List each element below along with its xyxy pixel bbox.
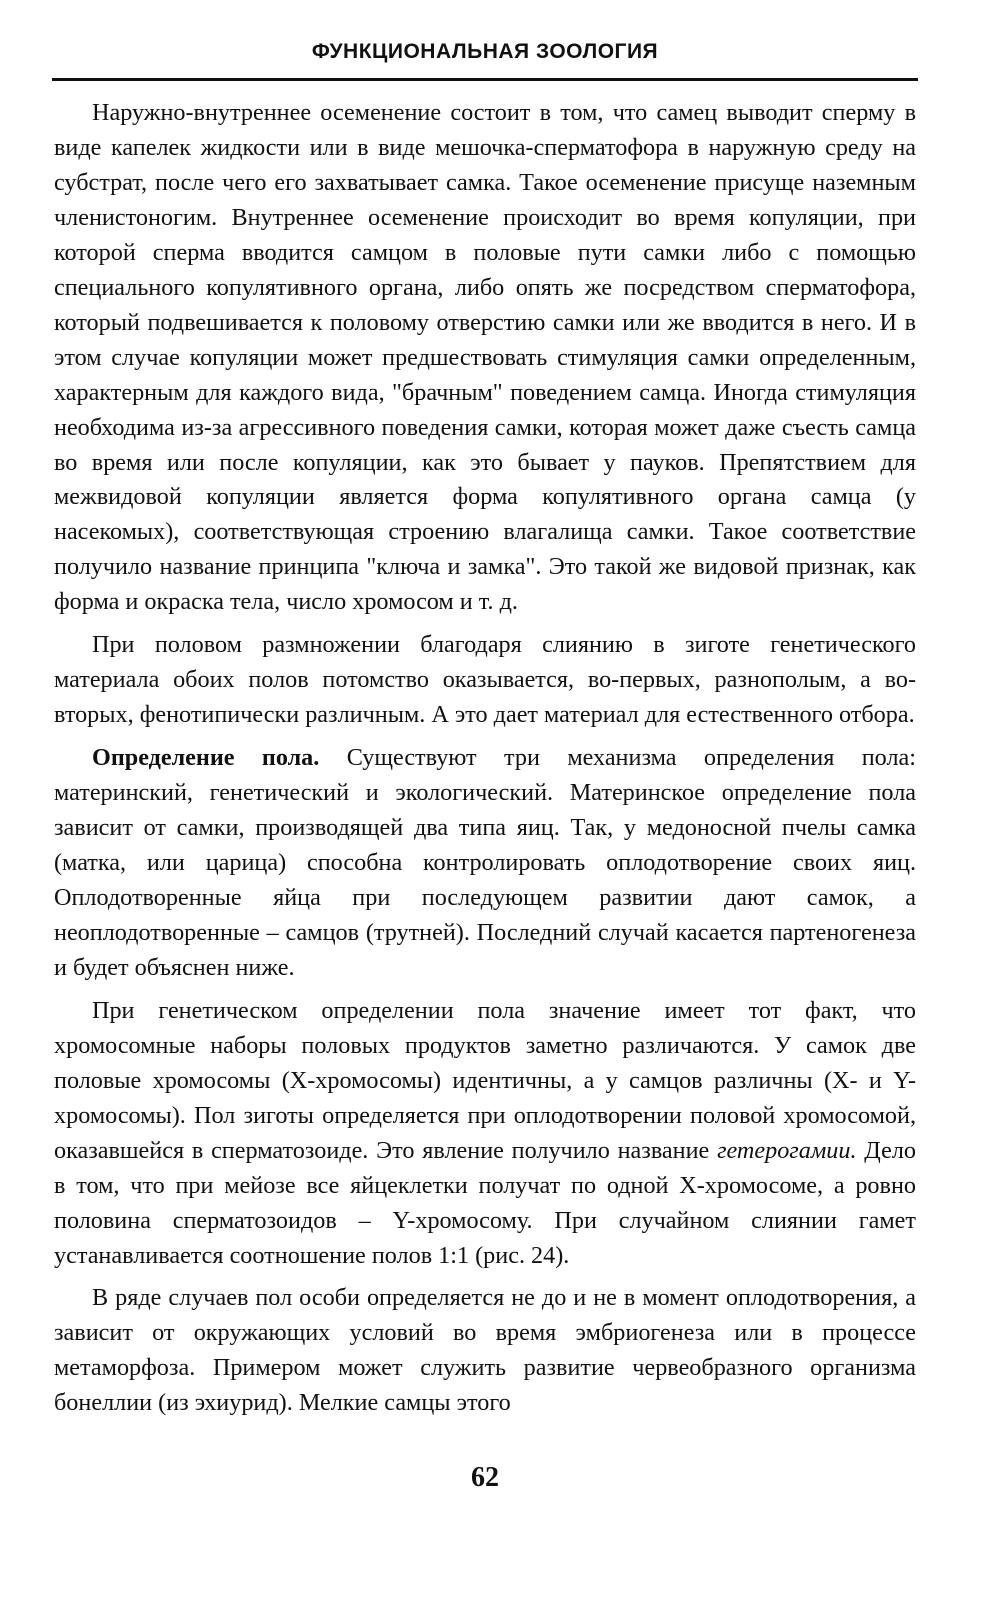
text-run: При генетическом определении пола значение имеет тот факт, что хромосомные наборы половых продуктов заметно различаются. У самок две половые хромосомы (Х-хромосомы) идентичны, а у самцов различны (Х- и Y-хромосомы). Пол зиготы определяется при оплодотворении половой хромосомой, оказавшейся в сперматозоиде. Это явление получило название — [54, 996, 916, 1164]
term-italic: гетерогамии. — [717, 1136, 857, 1164]
body-text — [54, 96, 916, 1421]
text-run: При половом размножении благодаря слиянию в зиготе генетического материала обоих полов потомство оказывается, во-первых, разнополым, а во-вторых, фенотипически различным. А это дает материал для естественного отбора. — [54, 631, 916, 729]
paragraph-sexual-reproduction — [54, 628, 916, 733]
header-rule — [52, 78, 918, 81]
text-run: Существуют три механизма определения пола: материнский, генетический и экологический. Материнское определение пола зависит от самки, производящей два типа яиц. Так, у медоносной пчелы самка (матка, или царица) способна контролировать оплодотворение своих яиц. Оплодотворенные яйца при последующем развитии дают самок, а неоплодотворенные – самцов (трутней). Последний случай касается партеногенеза и будет объяснен ниже. — [54, 744, 916, 981]
text-run: Дело в том, что при мейозе все яйцеклетки получат по одной Х-хромосоме, а ровно половина сперматозоидов – Y-хромосому. При случайном слиянии гамет устанавливается соотношение полов 1:1 (рис. 24). — [54, 1136, 916, 1269]
text-run: Наружно-внутреннее осеменение состоит в том, что самец выводит сперму в виде капелек жидкости или в виде мешочка-сперматофора в наружную среду на субстрат, после чего его захватывает самка. Такое осеменение присуще наземным членистоногим. Внутреннее осеменение происходит во время копуляции, при которой сперма вводится самцом в половые пути самки либо с помощью специального копулятивного органа, либо опять же посредством сперматофора, который подвешивается к половому отверстию самки или же вводится в него. И в этом случае копуляции может предшествовать стимуляция самки определенным, характерным для каждого вида, "брачным" поведением самца. Иногда стимуляция необходима из-за агрессивного поведения самки, которая может даже съесть самца во время или после копуляции, как это бывает у пауков. Препятствием для межвидовой копуляции является форма копулятивного органа самца (у насекомых), соответствующая строению влагалища самки. Такое соответствие получило название принципа "ключа и замка". Это такой же видовой признак, как форма и окраска тела, число хромосом и т. д. — [54, 99, 916, 616]
paragraph-genetic-determination — [54, 994, 916, 1274]
text-run: В ряде случаев пол особи определяется не до и не в момент оплодотворения, а зависит от окружающих условий во время эмбриогенеза или в процессе метаморфоза. Примером может служить развитие червеобразного организма бонеллии (из эхиурид). Мелкие самцы этого — [54, 1284, 916, 1417]
section-heading-inline: Определение пола. — [92, 744, 320, 772]
paragraph-insemination — [54, 96, 916, 620]
running-title: ФУНКЦИОНАЛЬНАЯ ЗООЛОГИЯ — [311, 40, 659, 63]
page-number: 62 — [471, 1462, 499, 1493]
paragraph-sex-determination — [54, 741, 916, 986]
paragraph-environmental-determination — [54, 1281, 916, 1421]
